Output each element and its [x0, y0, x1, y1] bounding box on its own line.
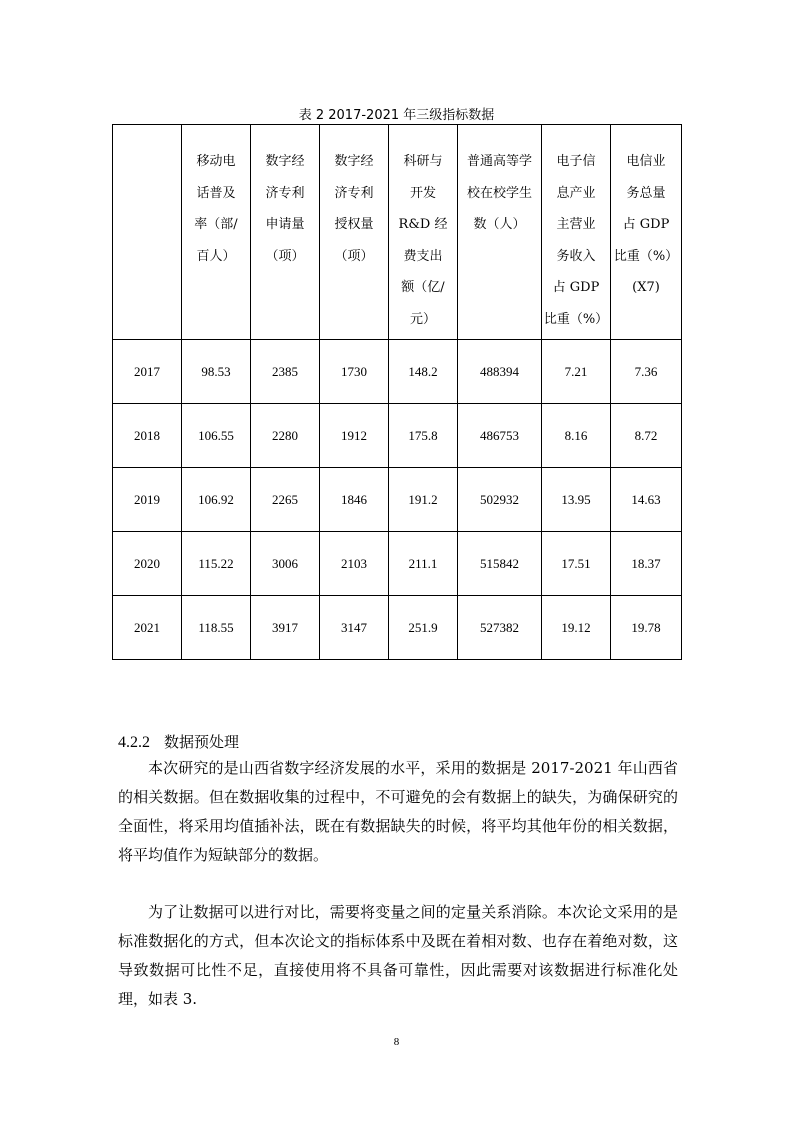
table-cell: 2021 — [113, 596, 182, 660]
table-cell: 486753 — [458, 404, 542, 468]
table-cell: 2020 — [113, 532, 182, 596]
table-cell: 502932 — [458, 468, 542, 532]
table-cell: 211.1 — [389, 532, 458, 596]
table-cell: 148.2 — [389, 340, 458, 404]
table-cell: 488394 — [458, 340, 542, 404]
table-cell: 2280 — [251, 404, 320, 468]
table-cell: 527382 — [458, 596, 542, 660]
table-cell: 118.55 — [182, 596, 251, 660]
section-number: 4.2.2 — [118, 734, 150, 751]
table-cell: 18.37 — [611, 532, 682, 596]
page-number: 8 — [393, 1036, 400, 1048]
table-cell: 2018 — [113, 404, 182, 468]
table-cell: 19.12 — [542, 596, 611, 660]
header-cell: 数字经 济专利 申请量 （项） — [251, 125, 320, 340]
table-cell: 2019 — [113, 468, 182, 532]
table-cell: 1912 — [320, 404, 389, 468]
table-row — [113, 532, 682, 596]
table-cell: 2103 — [320, 532, 389, 596]
table-cell: 3147 — [320, 596, 389, 660]
table-cell: 8.72 — [611, 404, 682, 468]
table-cell: 1730 — [320, 340, 389, 404]
section-title: 数据预处理 — [164, 733, 240, 751]
table-cell: 175.8 — [389, 404, 458, 468]
table-cell: 515842 — [458, 532, 542, 596]
table-row — [113, 340, 682, 404]
paragraph: 为了让数据可以进行对比，需要将变量之间的定量关系消除。本次论文采用的是标准数据化的方式，但本次论文的指标体系中及既在着相对数、也存在着绝对数，这导致数据可比性不足，直接使用将不具备可靠性，因此需要对该数据进行标准化处理，如表 3. — [118, 903, 678, 1008]
table-cell: 3006 — [251, 532, 320, 596]
table-cell: 98.53 — [182, 340, 251, 404]
table-cell: 106.55 — [182, 404, 251, 468]
table-cell: 191.2 — [389, 468, 458, 532]
table-cell: 106.92 — [182, 468, 251, 532]
table-cell: 2385 — [251, 340, 320, 404]
header-cell: 科研与 开发 R&D 经 费支出 额（亿/ 元） — [389, 125, 458, 340]
header-cell — [113, 125, 182, 340]
header-cell: 电信业 务总量 占 GDP 比重（%） (X7) — [611, 125, 682, 340]
table-header-row — [113, 125, 682, 340]
header-cell: 数字经 济专利 授权量 （项） — [320, 125, 389, 340]
section-heading — [118, 731, 239, 752]
header-cell: 移动电 话普及 率（部/ 百人） — [182, 125, 251, 340]
header-cell: 电子信 息产业 主营业 务收入 占 GDP 比重（%） — [542, 125, 611, 340]
table-cell: 251.9 — [389, 596, 458, 660]
table-cell: 8.16 — [542, 404, 611, 468]
table-cell: 3917 — [251, 596, 320, 660]
table-row — [113, 404, 682, 468]
table-caption: 表 2 2017-2021 年三级指标数据 — [298, 108, 495, 123]
table-cell: 1846 — [320, 468, 389, 532]
header-cell: 普通高等学 校在校学生 数（人） — [458, 125, 542, 340]
table-row — [113, 596, 682, 660]
table-cell: 2265 — [251, 468, 320, 532]
table-cell: 7.21 — [542, 340, 611, 404]
table-cell: 14.63 — [611, 468, 682, 532]
table-cell: 2017 — [113, 340, 182, 404]
table-cell: 19.78 — [611, 596, 682, 660]
table-cell: 13.95 — [542, 468, 611, 532]
paragraph: 本次研究的是山西省数字经济发展的水平，采用的数据是 2017-2021 年山西省的相关数据。但在数据收集的过程中，不可避免的会有数据上的缺失，为确保研究的全面性，将采用均值插补法，既在有数据缺失的时候，将平均其他年份的相关数据，将平均值作为短缺部分的数据。 — [118, 759, 678, 864]
indicator-table — [112, 124, 682, 660]
table-cell: 7.36 — [611, 340, 682, 404]
table-cell: 115.22 — [182, 532, 251, 596]
table-row — [113, 468, 682, 532]
table-cell: 17.51 — [542, 532, 611, 596]
